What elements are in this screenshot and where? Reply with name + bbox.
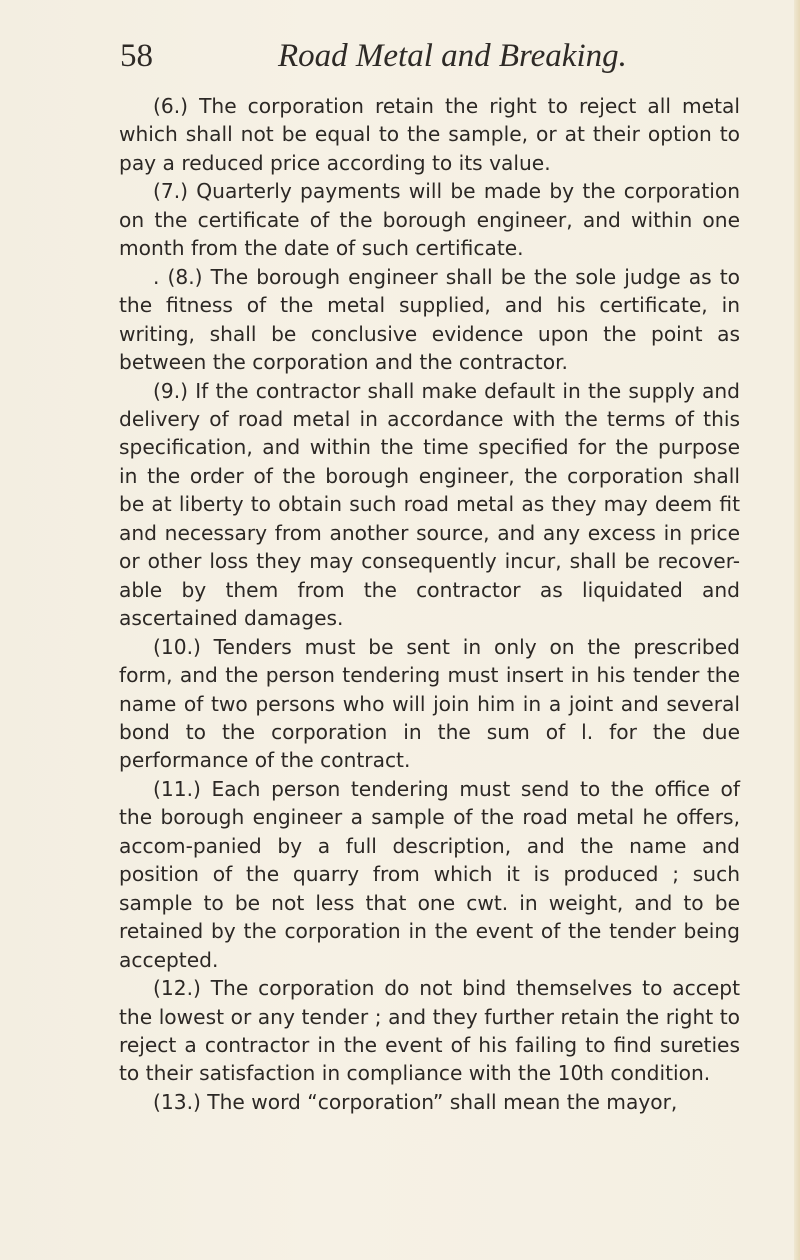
paragraph-12: (12.) The corporation do not bind themselves to accept the lowest or any tender ; and they further retain the right to reject a contractor in the event of his failing to find sureties to their satisfaction in compliance with the 10th condition.: [119, 976, 740, 1086]
paragraph-8: . (8.) The borough engineer shall be the sole judge as to the fitness of the metal supplied, and his certificate, in writing, shall be conclusive evidence upon the point as between the corporation and the contractor.: [119, 264, 740, 375]
paragraph-13: (13.) The word “corporation” shall mean the mayor,: [153, 1089, 678, 1114]
paragraph-9: (9.) If the contractor shall make default in the supply and delivery of road metal in accordance with the terms of this specification, and within the time specified for the purpose in the order of the borough engineer, the corporation shall be at liberty to obtain such road metal as they may deem fit and necessary from another source, and any excess in price or other loss they may consequently incur, shall be recover-able by them from the contractor as liquidated and ascertained damages.: [119, 378, 740, 631]
paragraph-11: (11.) Each person tendering must send to the office of the borough engineer a sample of the road metal he offers, accom-panied by a full description, and the name and position of the quarry from which it is produced ; such sample to be not less that one cwt. in weight, and to be retained by the corporation in the event of the tender being accepted.: [119, 776, 740, 972]
body-text: [119, 92, 740, 1116]
page-number: 58: [120, 38, 153, 74]
paragraph-7: (7.) Quarterly payments will be made by the corporation on the certificate of the borough engineer, and within one month from the date of such certificate.: [119, 179, 740, 261]
paragraph-10: (10.) Tenders must be sent in only on the prescribed form, and the person tendering must insert in his tender the name of two persons who will join him in a joint and several bond to the corporation in the sum of l. for the due performance of the contract.: [119, 634, 740, 773]
page-edge: [794, 0, 800, 1260]
paragraph-6: (6.) The corporation retain the right to reject all metal which shall not be equal to the sample, or at their option to pay a reduced price according to its value.: [119, 94, 740, 175]
running-title: Road Metal and Breaking.: [278, 38, 627, 74]
page-header: [120, 32, 720, 82]
